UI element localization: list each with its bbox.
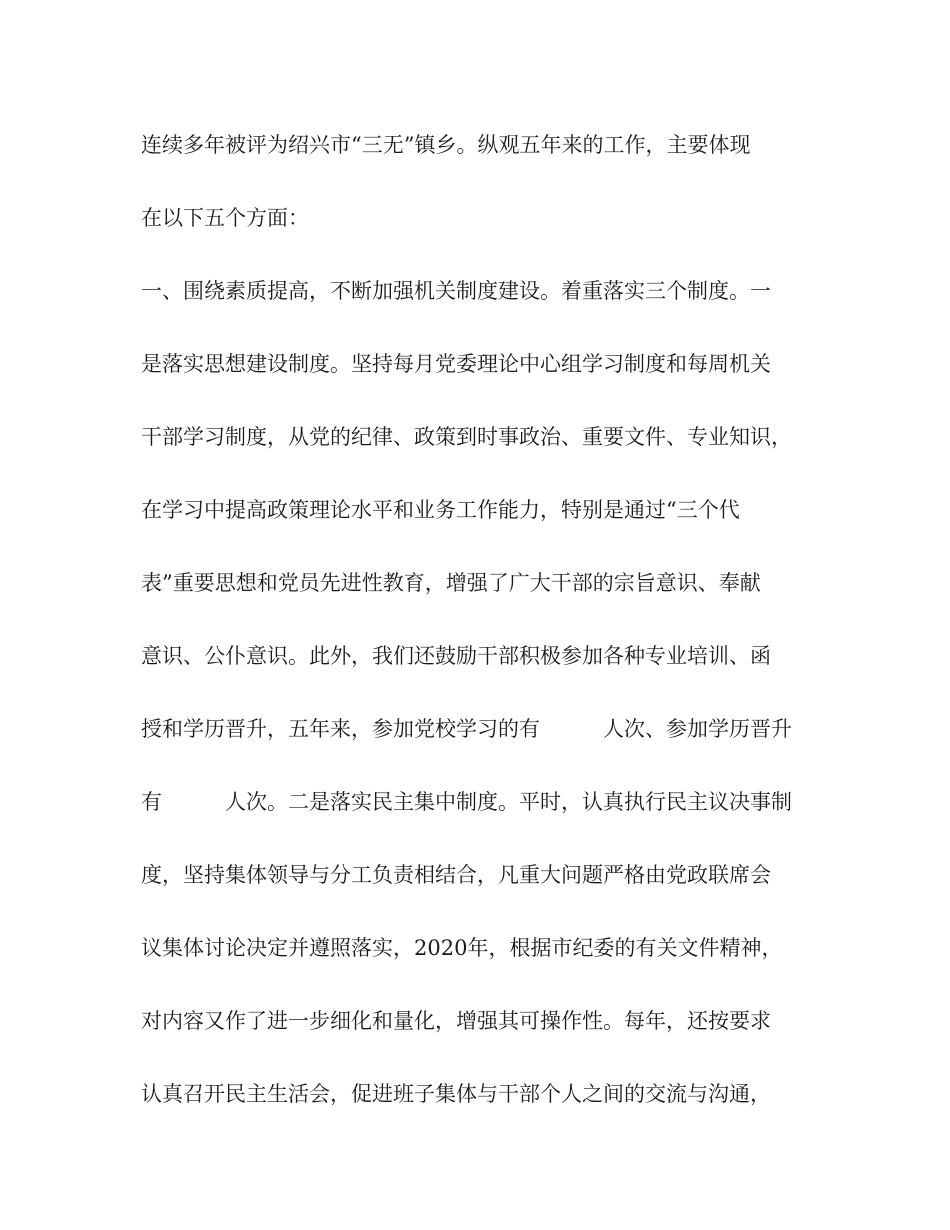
- text-line: 一、围绕素质提高，不断加强机关制度建设。着重落实三个制度。一: [141, 279, 771, 303]
- text-line: 连续多年被评为绍兴市“三无”镇乡。纵观五年来的工作，主要体现: [141, 133, 751, 157]
- text-line: 度，坚持集体领导与分工负责相结合，凡重大问题严格由党政联席会: [141, 863, 771, 887]
- document-body: [141, 118, 821, 1121]
- text-line: 意识、公仆意识。此外，我们还鼓励干部积极参加各种专业培训、函: [141, 644, 771, 668]
- text-line: 是落实思想建设制度。坚持每月党委理论中心组学习制度和每周机关: [141, 352, 771, 376]
- text-line: 对内容又作了进一步细化和量化，增强其可操作性。每年，还按要求: [141, 1009, 771, 1033]
- text-line: 议集体讨论决定并遵照落实，2020年，根据市纪委的有关文件精神，: [141, 936, 783, 960]
- text-line: 在以下五个方面：: [141, 206, 309, 230]
- text-line: 表”重要思想和党员先进性教育，增强了广大干部的宗旨意识、奉献: [141, 571, 761, 595]
- text-line: 有 人次。二是落实民主集中制度。平时，认真执行民主议决事制: [141, 790, 792, 814]
- text-line: 认真召开民主生活会，促进班子集体与干部个人之间的交流与沟通，: [141, 1082, 771, 1106]
- text-line: 授和学历晋升，五年来，参加党校学习的有 人次、参加学历晋升: [141, 717, 792, 741]
- text-line: 干部学习制度，从党的纪律、政策到时事政治、重要文件、专业知识，: [141, 425, 792, 449]
- text-line: 在学习中提高政策理论水平和业务工作能力，特别是通过“三个代: [141, 498, 740, 522]
